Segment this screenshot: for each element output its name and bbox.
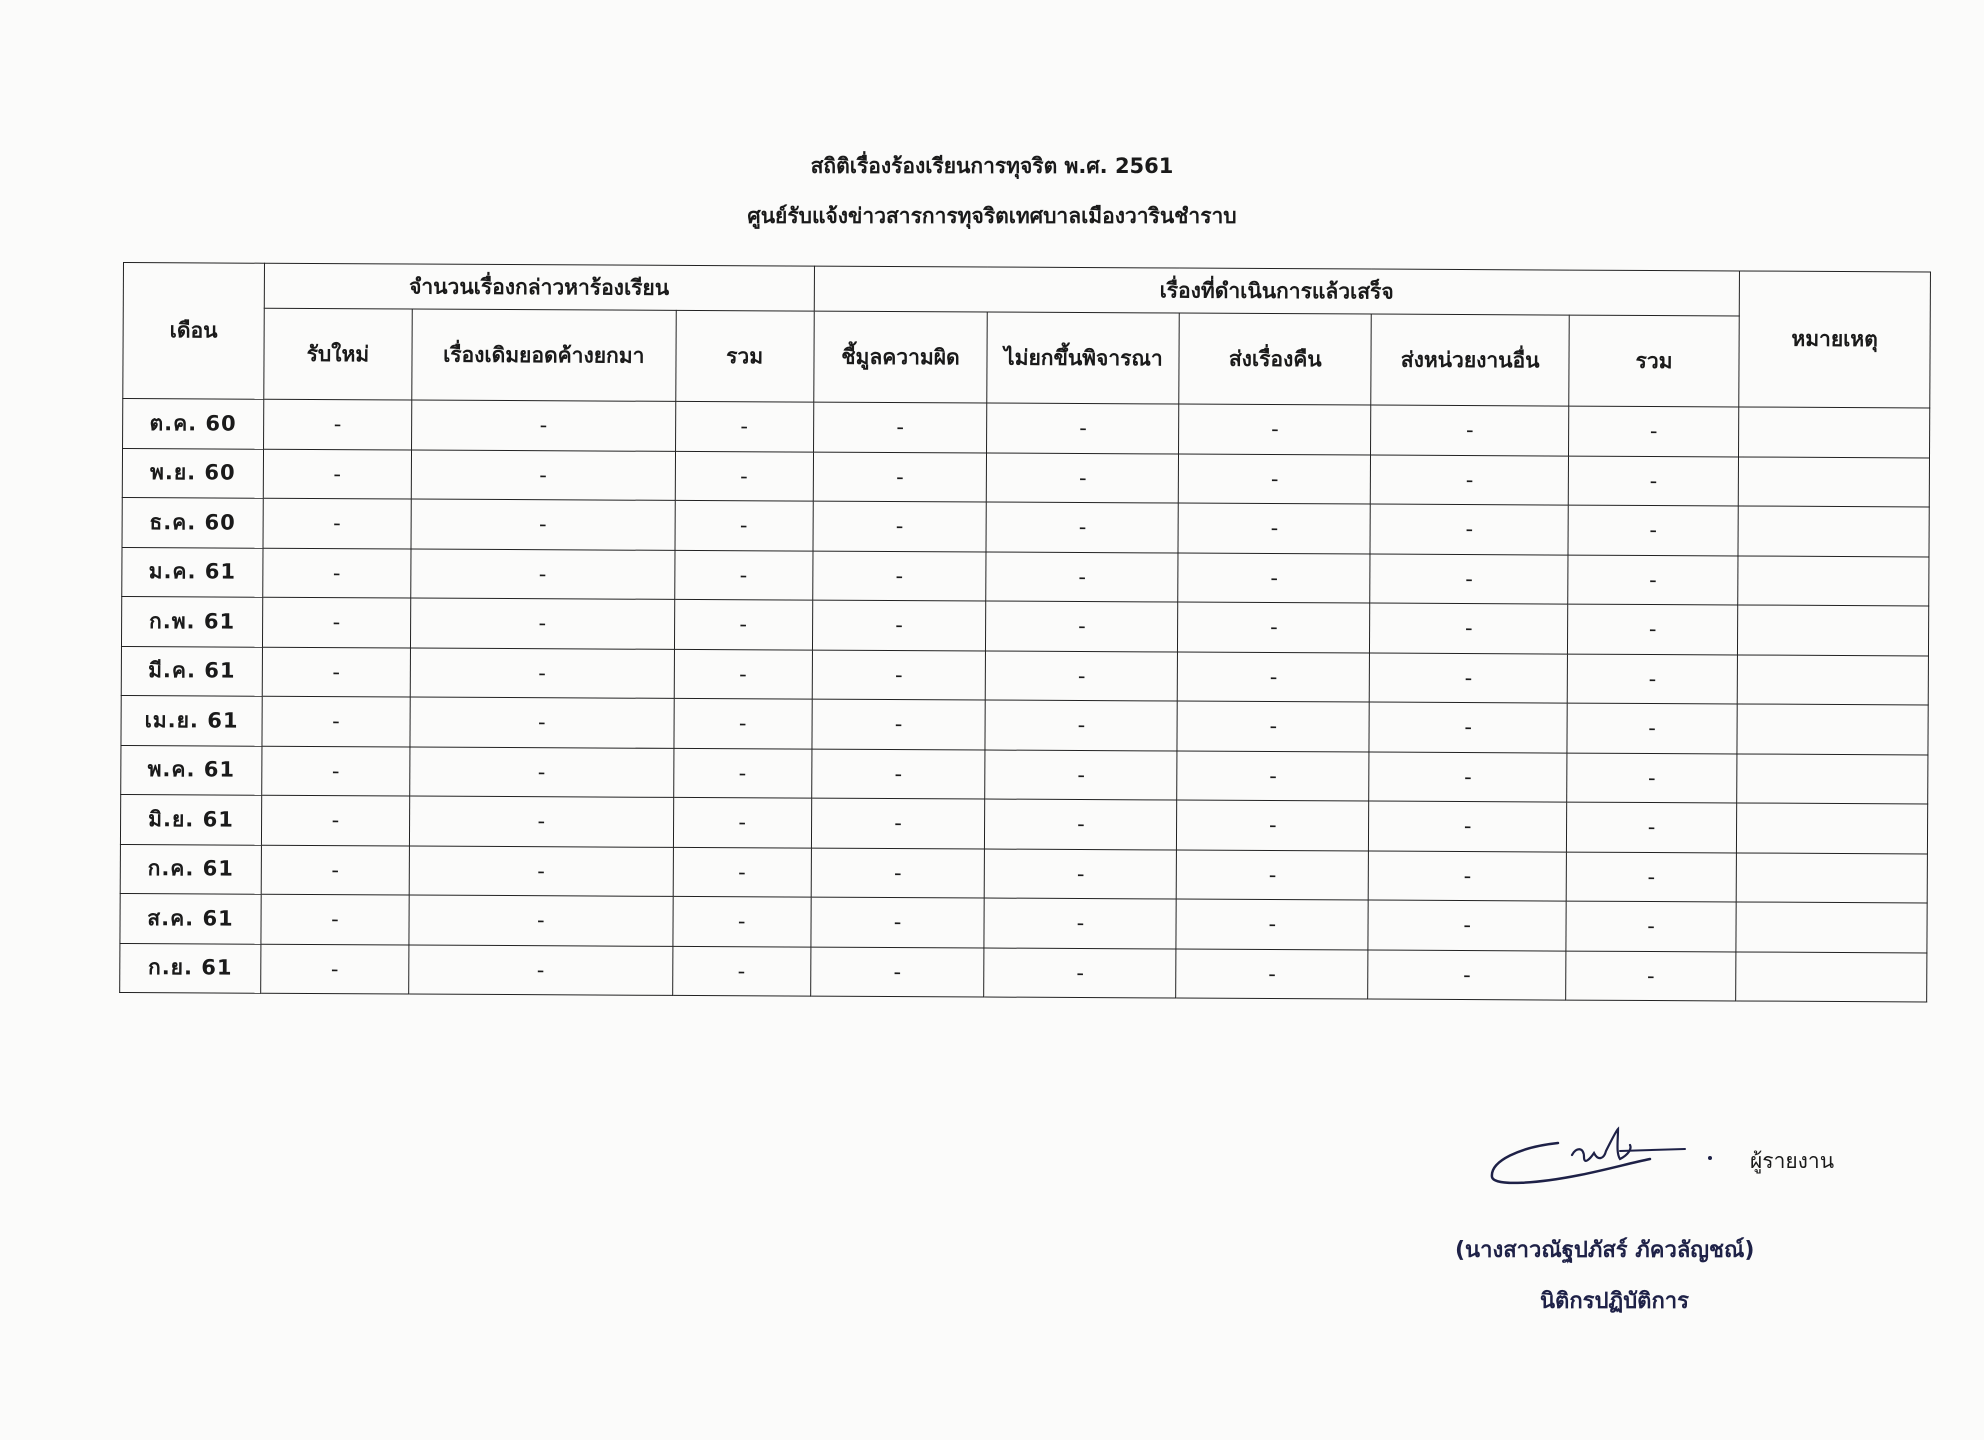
signer-position: นิติกรปฏิบัติการ (1540, 1289, 1689, 1314)
value-cell: - (986, 552, 1178, 603)
value-cell: - (263, 498, 411, 548)
value-cell: - (812, 551, 986, 601)
remark-cell (1738, 456, 1929, 506)
reporter-label: ผู้รายงาน (1750, 1149, 1835, 1173)
month-cell: พ.ค. 61 (121, 745, 262, 795)
value-cell: - (1568, 555, 1738, 605)
value-cell: - (673, 896, 811, 946)
handwritten-signature (1480, 1125, 1720, 1205)
value-cell: - (262, 597, 410, 647)
value-cell: - (1369, 801, 1567, 852)
complaints-group-header: จำนวนเรื่องกล่าวหาร้องเรียน (264, 263, 814, 311)
remarks-column-header: หมายเหตุ (1739, 271, 1931, 408)
value-cell: - (1568, 456, 1738, 506)
value-cell: - (409, 846, 673, 897)
complaints-subheader: รับใหม่ (264, 308, 412, 400)
value-cell: - (674, 550, 812, 600)
value-cell: - (263, 548, 411, 598)
value-cell: - (1567, 753, 1737, 803)
document-subtitle: ศูนย์รับแจ้งข่าวสารการทุจริตเทศบาลเมืองวารินชำราบ (747, 204, 1237, 228)
completed-subheader: ชี้มูลความผิด (813, 311, 987, 403)
value-cell: - (1568, 604, 1738, 654)
value-cell: - (811, 749, 985, 799)
value-cell: - (987, 453, 1179, 504)
document-title: สถิติเรื่องร้องเรียนการทุจริต พ.ศ. 2561 (810, 154, 1174, 178)
value-cell: - (262, 647, 410, 697)
value-cell: - (410, 648, 674, 699)
value-cell: - (986, 601, 1178, 652)
value-cell: - (1177, 850, 1369, 901)
complaint-statistics-table (119, 262, 1931, 1002)
value-cell: - (1176, 949, 1368, 1000)
month-cell: เม.ย. 61 (121, 695, 262, 745)
month-column-header: เดือน (123, 263, 265, 400)
value-cell: - (813, 452, 987, 502)
value-cell: - (1369, 752, 1567, 803)
table-row (120, 943, 1927, 1002)
value-cell: - (810, 947, 984, 997)
value-cell: - (673, 797, 811, 847)
value-cell: - (1369, 653, 1567, 704)
value-cell: - (411, 499, 675, 550)
month-cell: ก.พ. 61 (121, 596, 262, 646)
remark-cell (1737, 753, 1928, 803)
month-cell: ส.ค. 61 (120, 893, 261, 943)
completed-group-header: เรื่องที่ดำเนินการแล้วเสร็จ (814, 266, 1740, 316)
value-cell: - (1177, 800, 1369, 851)
value-cell: - (985, 750, 1177, 801)
value-cell: - (811, 798, 985, 848)
value-cell: - (984, 948, 1176, 999)
value-cell: - (1566, 852, 1736, 902)
value-cell: - (263, 449, 411, 499)
value-cell: - (1370, 504, 1568, 555)
month-cell: ต.ค. 60 (123, 399, 264, 449)
value-cell: - (985, 799, 1177, 850)
value-cell: - (261, 845, 409, 895)
value-cell: - (261, 795, 409, 845)
value-cell: - (1178, 503, 1370, 554)
complaints-subheader: รวม (675, 310, 813, 402)
value-cell: - (985, 849, 1177, 900)
value-cell: - (262, 746, 410, 796)
value-cell: - (1569, 406, 1739, 456)
signer-name: (นางสาวณัฐปภัสร์ ภัควลัญชณ์) (1455, 1238, 1755, 1263)
value-cell: - (1566, 901, 1736, 951)
value-cell: - (674, 599, 812, 649)
value-cell: - (262, 696, 410, 746)
remark-cell (1737, 654, 1928, 704)
value-cell: - (1566, 951, 1736, 1001)
value-cell: - (1179, 454, 1371, 505)
remark-cell (1738, 555, 1929, 605)
value-cell: - (986, 502, 1178, 553)
remark-cell (1737, 704, 1928, 754)
remark-cell (1736, 951, 1927, 1001)
month-cell: ก.ค. 61 (120, 844, 261, 894)
completed-subheader: รวม (1569, 315, 1739, 407)
value-cell: - (411, 450, 675, 501)
value-cell: - (1178, 553, 1370, 604)
value-cell: - (812, 650, 986, 700)
value-cell: - (1178, 602, 1370, 653)
value-cell: - (1371, 405, 1569, 456)
value-cell: - (411, 400, 675, 451)
value-cell: - (410, 697, 674, 748)
month-cell: ธ.ค. 60 (122, 497, 263, 547)
value-cell: - (1368, 950, 1566, 1001)
remark-cell (1736, 902, 1927, 952)
value-cell: - (1370, 603, 1568, 654)
month-cell: มี.ค. 61 (121, 646, 262, 696)
value-cell: - (261, 894, 409, 944)
value-cell: - (1177, 751, 1369, 802)
month-cell: มิ.ย. 61 (120, 794, 261, 844)
month-cell: ก.ย. 61 (120, 943, 261, 993)
value-cell: - (810, 897, 984, 947)
value-cell: - (811, 848, 985, 898)
value-cell: - (986, 651, 1178, 702)
value-cell: - (813, 402, 987, 452)
value-cell: - (1567, 703, 1737, 753)
completed-subheader: ไม่ยกขึ้นพิจารณา (987, 312, 1179, 404)
value-cell: - (673, 847, 811, 897)
complaints-subheader: เรื่องเดิมยอดค้างยกมา (412, 309, 676, 401)
value-cell: - (1177, 701, 1369, 752)
value-cell: - (1567, 654, 1737, 704)
completed-subheader: ส่งเรื่องคืน (1179, 313, 1371, 405)
value-cell: - (408, 945, 672, 996)
value-cell: - (675, 500, 813, 550)
value-cell: - (812, 600, 986, 650)
value-cell: - (673, 748, 811, 798)
value-cell: - (409, 895, 673, 946)
value-cell: - (675, 451, 813, 501)
value-cell: - (1368, 900, 1566, 951)
value-cell: - (1176, 899, 1368, 950)
value-cell: - (1369, 702, 1567, 753)
value-cell: - (674, 649, 812, 699)
value-cell: - (985, 700, 1177, 751)
value-cell: - (263, 399, 411, 449)
value-cell: - (1567, 802, 1737, 852)
completed-subheader: ส่งหน่วยงานอื่น (1371, 314, 1569, 406)
value-cell: - (987, 403, 1179, 454)
value-cell: - (675, 401, 813, 451)
month-cell: พ.ย. 60 (122, 448, 263, 498)
remark-cell (1736, 803, 1927, 853)
remark-cell (1738, 506, 1929, 556)
value-cell: - (261, 944, 409, 994)
value-cell: - (409, 796, 673, 847)
value-cell: - (813, 501, 987, 551)
value-cell: - (1568, 505, 1738, 555)
remark-cell (1736, 852, 1927, 902)
month-cell: ม.ค. 61 (122, 547, 263, 597)
remark-cell (1739, 407, 1930, 457)
value-cell: - (1368, 851, 1566, 902)
value-cell: - (984, 898, 1176, 949)
value-cell: - (812, 699, 986, 749)
remark-cell (1737, 605, 1928, 655)
value-cell: - (411, 549, 675, 600)
value-cell: - (674, 698, 812, 748)
value-cell: - (1178, 652, 1370, 703)
value-cell: - (410, 747, 674, 798)
value-cell: - (1370, 554, 1568, 605)
value-cell: - (410, 598, 674, 649)
value-cell: - (1370, 455, 1568, 506)
value-cell: - (672, 946, 810, 996)
value-cell: - (1179, 404, 1371, 455)
